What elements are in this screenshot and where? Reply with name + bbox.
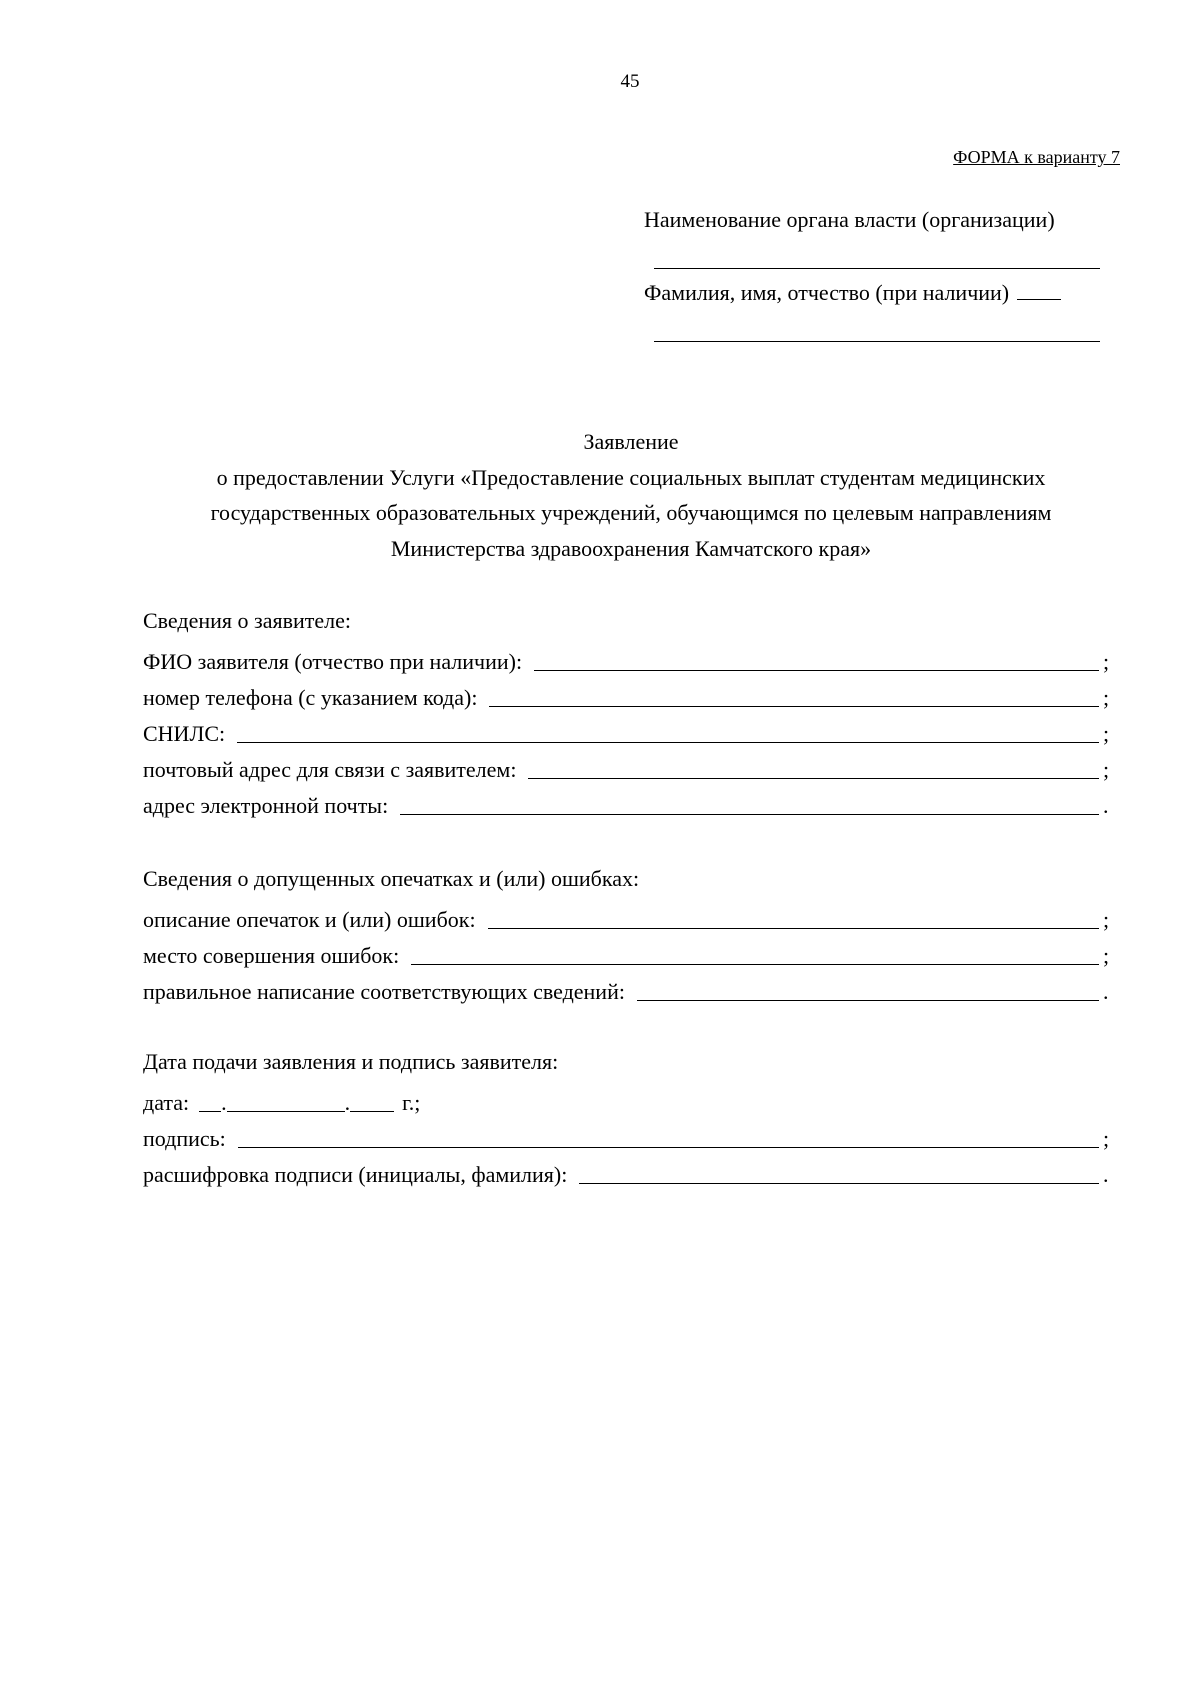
applicant-address-field[interactable] — [143, 751, 1109, 787]
field-end-mark: ; — [1103, 649, 1110, 674]
field-label: ФИО заявителя (отчество при наличии): — [143, 649, 523, 674]
signature-decoding-field[interactable] — [143, 1156, 1109, 1192]
field-label: почтовый адрес для связи с заявителем: — [143, 757, 517, 782]
addressee-org-line[interactable] — [654, 268, 1100, 269]
field-end-mark: . — [1103, 979, 1109, 1004]
field-input-line[interactable] — [238, 1127, 1099, 1148]
applicant-section — [143, 606, 1109, 823]
errors-description-field[interactable] — [143, 901, 1109, 937]
date-year-line[interactable] — [350, 1091, 394, 1112]
title-word: Заявление — [583, 429, 679, 454]
field-input-line[interactable] — [400, 794, 1099, 815]
field-input-line[interactable] — [528, 758, 1099, 779]
date-month-line[interactable] — [227, 1091, 345, 1112]
field-end-mark: ; — [1103, 721, 1110, 746]
errors-heading: Сведения о допущенных опечатках и (или) ошибках: — [143, 866, 640, 891]
applicant-heading: Сведения о заявителе: — [143, 608, 352, 633]
field-label: СНИЛС: — [143, 721, 226, 746]
field-input-line[interactable] — [489, 686, 1099, 707]
date-year-suffix: г.; — [402, 1090, 421, 1115]
title-line-2: государственных образовательных учреждений, обучающимся по целевым направлениям — [210, 500, 1052, 525]
submission-heading: Дата подачи заявления и подпись заявителя: — [143, 1049, 559, 1074]
applicant-email-field[interactable] — [143, 787, 1109, 823]
field-label: расшифровка подписи (инициалы, фамилия): — [143, 1162, 568, 1187]
date-field[interactable] — [143, 1084, 1109, 1120]
addressee-org-label: Наименование органа власти (организации) — [644, 207, 1055, 232]
field-input-line[interactable] — [237, 722, 1099, 743]
errors-place-field[interactable] — [143, 937, 1109, 973]
field-end-mark: ; — [1103, 685, 1110, 710]
date-label: дата: — [143, 1090, 190, 1115]
date-separator: . — [221, 1090, 227, 1115]
form-reference: ФОРМА к варианту 7 — [953, 147, 1120, 167]
field-end-mark: ; — [1103, 1126, 1110, 1151]
field-input-line[interactable] — [579, 1163, 1099, 1184]
field-label: адрес электронной почты: — [143, 793, 389, 818]
field-input-line[interactable] — [637, 980, 1099, 1001]
field-label: номер телефона (с указанием кода): — [143, 685, 478, 710]
field-label: правильное написание соответствующих сведений: — [143, 979, 625, 1004]
signature-field[interactable] — [143, 1120, 1109, 1156]
field-label: описание опечаток и (или) ошибок: — [143, 907, 476, 932]
page-number: 45 — [620, 71, 640, 92]
application-title — [140, 424, 1122, 566]
submission-section — [143, 1047, 1109, 1192]
addressee-fio-row — [644, 280, 1100, 306]
date-day-line[interactable] — [199, 1091, 221, 1112]
field-end-mark: . — [1103, 793, 1109, 818]
field-input-line[interactable] — [488, 908, 1099, 929]
field-end-mark: . — [1103, 1162, 1109, 1187]
title-line-1: о предоставлении Услуги «Предоставление социальных выплат студентам медицинских — [216, 464, 1046, 490]
errors-correct-field[interactable] — [143, 973, 1109, 1009]
addressee-fio-label: Фамилия, имя, отчество (при наличии) — [644, 280, 1010, 305]
field-end-mark: ; — [1103, 943, 1110, 968]
applicant-phone-field[interactable] — [143, 679, 1109, 715]
date-separator: . — [344, 1090, 351, 1115]
addressee-fio-line[interactable] — [654, 341, 1100, 342]
applicant-fio-field[interactable] — [143, 643, 1109, 679]
field-input-line[interactable] — [411, 944, 1099, 965]
field-input-line[interactable] — [534, 650, 1099, 671]
field-end-mark: ; — [1103, 757, 1110, 782]
applicant-snils-field[interactable] — [143, 715, 1109, 751]
field-end-mark: ; — [1103, 907, 1110, 932]
title-line-3: Министерства здравоохранения Камчатского края» — [390, 535, 872, 561]
field-label: подпись: — [143, 1126, 226, 1151]
addressee-fio-line-start[interactable] — [1017, 281, 1061, 300]
field-label: место совершения ошибок: — [143, 943, 400, 968]
errors-section — [143, 864, 1109, 1009]
